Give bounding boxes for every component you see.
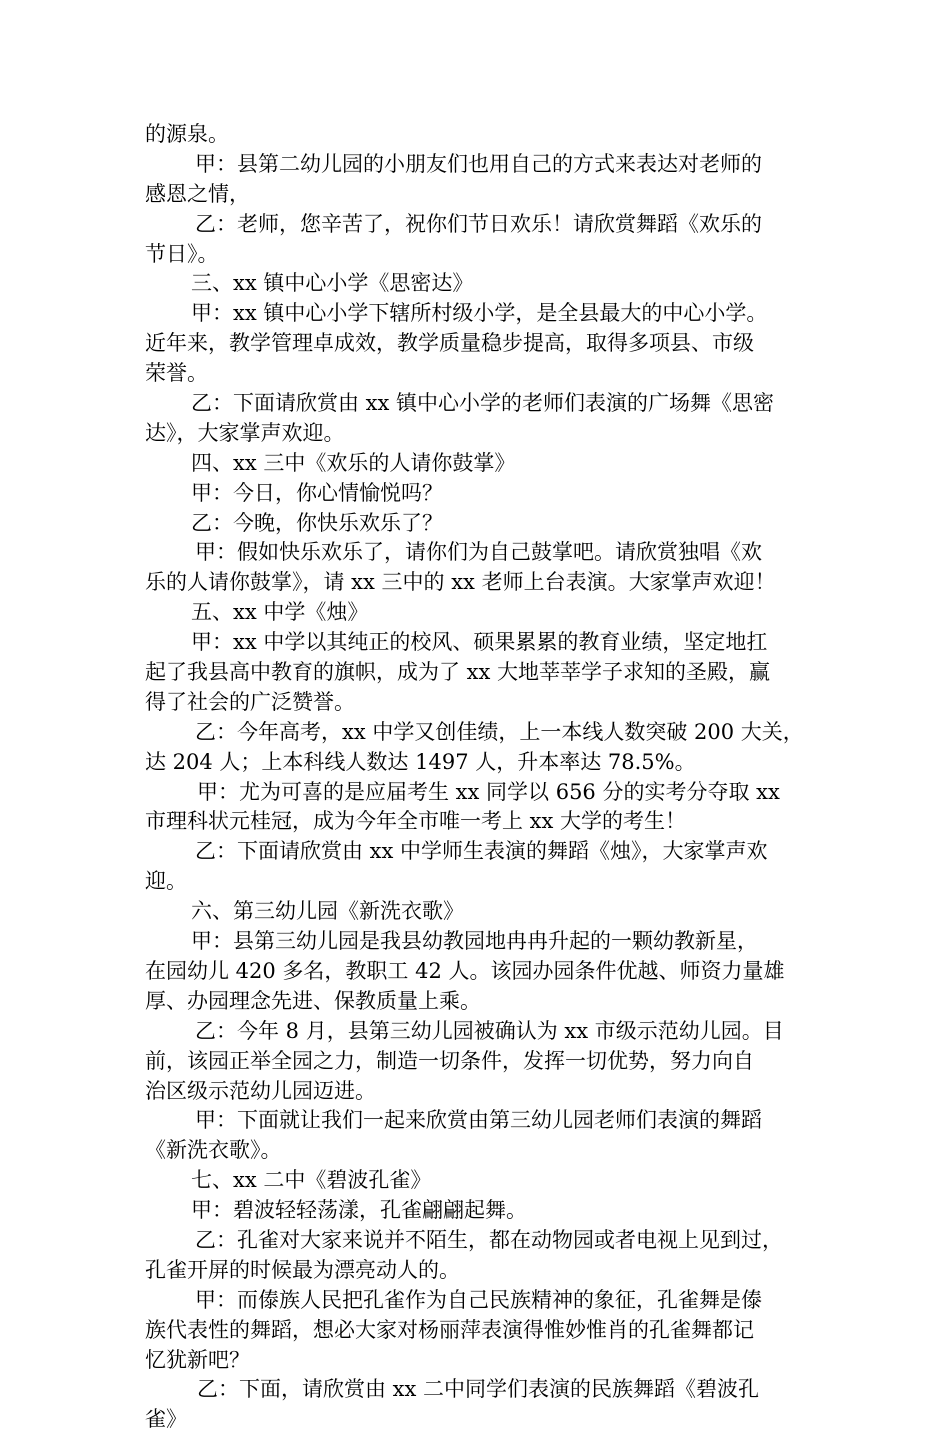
section-heading: 六、第三幼儿园《新洗衣歌》: [191, 899, 464, 924]
text-line: 族代表性的舞蹈，想必大家对杨丽萍表演得惟妙惟肖的孔雀舞都记: [145, 1317, 754, 1342]
text-line: 的源泉。: [145, 122, 229, 146]
text-line: 得了社会的广泛赞誉。: [145, 689, 355, 714]
text-line: 迎。: [145, 869, 187, 894]
text-line: 在园幼儿 420 多名，教职工 42 人。该园办园条件优越、师资力量雄: [145, 958, 785, 983]
text-line: 起了我县高中教育的旗帜，成为了 xx 大地莘莘学子求知的圣殿，赢: [145, 660, 771, 685]
text-line: 感恩之情，: [145, 181, 250, 206]
text-line: 乙：今年 8 月，县第三幼儿园被确认为 xx 市级示范幼儿园。目: [195, 1018, 784, 1043]
text-line: 乙：孔雀对大家来说并不陌生，都在动物园或者电视上见到过，: [195, 1227, 783, 1252]
text-line: 治区级示范幼儿园迈进。: [145, 1078, 376, 1103]
text-line: 乙：今年高考，xx 中学又创佳绩，上一本线人数突破 200 大关，: [195, 719, 804, 744]
text-line: 节日》。: [145, 241, 219, 266]
text-line: 达 204 人；上本科线人数达 1497 人，升本率达 78.5%。: [145, 749, 696, 774]
text-line: 甲：xx 中学以其纯正的校风、硕果累累的教育业绩，坚定地扛: [191, 630, 768, 655]
text-line: 乙：老师，您辛苦了，祝你们节日欢乐！请欣赏舞蹈《欢乐的: [195, 211, 762, 236]
text-line: 乙：今晚，你快乐欢乐了？: [191, 510, 443, 535]
document-body: [145, 120, 810, 1435]
text-line: 甲：县第二幼儿园的小朋友们也用自己的方式来表达对老师的: [195, 151, 762, 176]
text-line: 市理科状元桂冠，成为今年全市唯一考上 xx 大学的考生！: [145, 809, 687, 834]
section-heading: 三、xx 镇中心小学《思密达》: [191, 271, 474, 296]
text-line: 忆犹新吧？: [145, 1347, 250, 1372]
text-line: 甲：尤为可喜的是应届考生 xx 同学以 656 分的实考分夺取 xx: [197, 779, 780, 804]
text-line: 甲：县第三幼儿园是我县幼教园地冉冉升起的一颗幼教新星，: [191, 929, 758, 954]
text-line: 厚、办园理念先进、保教质量上乘。: [145, 988, 481, 1013]
text-line: 甲：假如快乐欢乐了，请你们为自己鼓掌吧。请欣赏独唱《欢: [195, 540, 762, 565]
text-line: 孔雀开屏的时候最为漂亮动人的。: [145, 1257, 460, 1282]
text-line: 乐的人请你鼓掌》，请 xx 三中的 xx 老师上台表演。大家掌声欢迎！: [145, 570, 776, 595]
section-heading: 七、xx 二中《碧波孔雀》: [191, 1168, 432, 1193]
text-line: 《新洗衣歌》。: [145, 1138, 282, 1163]
text-line: 甲：而傣族人民把孔雀作为自己民族精神的象征，孔雀舞是傣: [195, 1287, 762, 1312]
text-line: 甲：今日，你心情愉悦吗？: [191, 480, 443, 505]
text-line: 荣誉。: [145, 361, 208, 386]
text-line: 前，该园正举全园之力，制造一切条件，发挥一切优势，努力向自: [145, 1048, 754, 1073]
text-line: 雀》: [145, 1407, 187, 1432]
text-line: 甲：下面就让我们一起来欣赏由第三幼儿园老师们表演的舞蹈: [195, 1108, 762, 1133]
text-line: 甲：xx 镇中心小学下辖所村级小学，是全县最大的中心小学。: [191, 301, 768, 326]
text-line: 达》，大家掌声欢迎。: [145, 420, 345, 445]
text-line: 乙：下面请欣赏由 xx 镇中心小学的老师们表演的广场舞《思密: [191, 391, 775, 416]
section-heading: 五、xx 中学《烛》: [191, 600, 369, 625]
text-line: 近年来，教学管理卓成效，教学质量稳步提高，取得多项县、市级: [145, 331, 754, 356]
text-line: 乙：下面，请欣赏由 xx 二中同学们表演的民族舞蹈《碧波孔: [197, 1377, 760, 1402]
text-line: 甲：碧波轻轻荡漾，孔雀翩翩起舞。: [191, 1198, 527, 1223]
section-heading: 四、xx 三中《欢乐的人请你鼓掌》: [191, 450, 516, 475]
text-line: 乙：下面请欣赏由 xx 中学师生表演的舞蹈《烛》，大家掌声欢: [195, 839, 768, 864]
